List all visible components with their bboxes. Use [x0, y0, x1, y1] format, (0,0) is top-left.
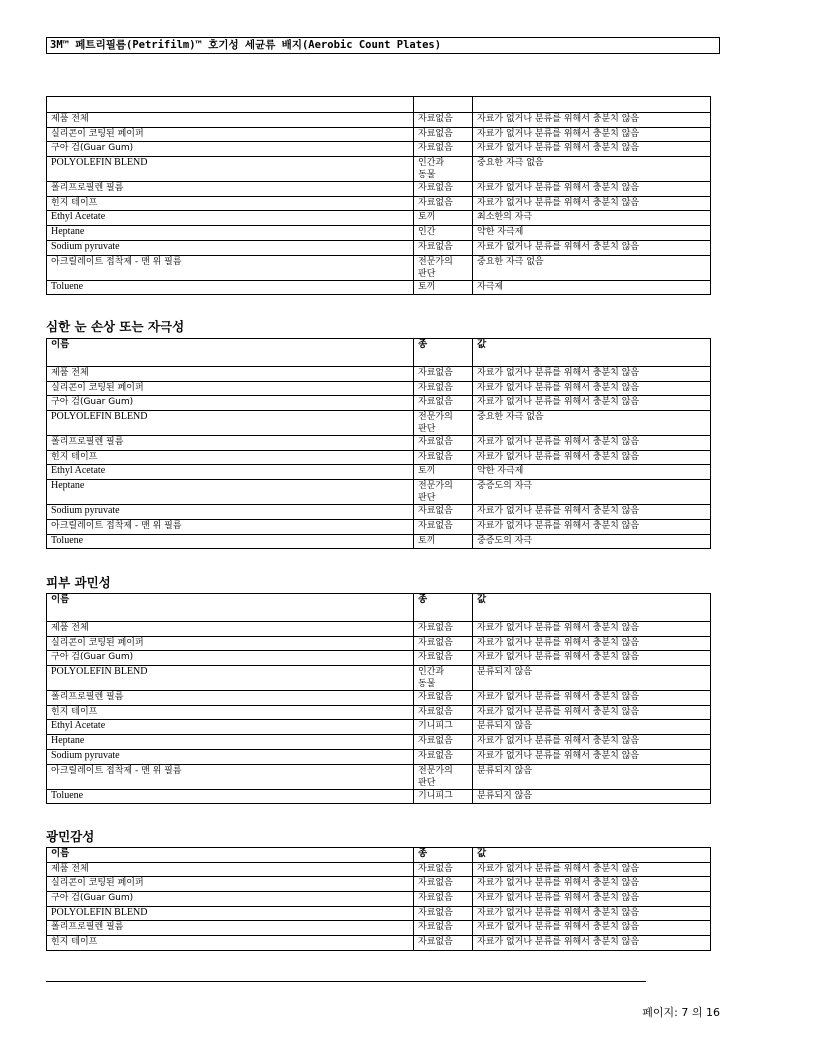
section-title: 심한 눈 손상 또는 자극성 [46, 319, 185, 334]
cell-name: POLYOLEFIN BLEND [47, 157, 414, 182]
table-row [47, 877, 711, 892]
table-row [47, 720, 711, 735]
table-row [47, 789, 711, 804]
cell-value: 자료가 없거나 분류를 위해서 충분치 않음 [473, 877, 711, 892]
table-row [47, 749, 711, 764]
table-row [47, 651, 711, 666]
cell-name: 실리콘이 코팅된 페이퍼 [47, 636, 414, 651]
cell-species-line: 인간과 [418, 158, 445, 169]
column-header-value: 값 [473, 594, 711, 622]
column-header-name [47, 97, 414, 113]
cell-species-line: 전문가의 [418, 765, 453, 776]
table-row [47, 113, 711, 128]
cell-species-line: 자료없음 [418, 907, 453, 918]
cell-name: 제품 전체 [47, 862, 414, 877]
table-row [47, 280, 711, 295]
cell-name: 힌지 테이프 [47, 196, 414, 211]
cell-name: 제품 전체 [47, 113, 414, 128]
cell-value: 자료가 없거나 분류를 위해서 충분치 않음 [473, 749, 711, 764]
cell-species [414, 622, 473, 637]
cell-species [414, 720, 473, 735]
table-header-row [47, 97, 711, 113]
cell-value: 자료가 없거나 분류를 위해서 충분치 않음 [473, 735, 711, 750]
cell-name: Heptane [47, 480, 414, 505]
cell-species [414, 666, 473, 691]
cell-name: 제품 전체 [47, 367, 414, 382]
cell-species [414, 381, 473, 396]
table-row [47, 436, 711, 451]
column-header-name: 이름 [47, 848, 414, 863]
cell-name: 폴리프로필렌 필름 [47, 921, 414, 936]
cell-species [414, 749, 473, 764]
cell-species [414, 127, 473, 142]
cell-species [414, 450, 473, 465]
cell-species [414, 735, 473, 750]
cell-species-line-2: 동물 [418, 170, 436, 181]
table-row [47, 921, 711, 936]
cell-species [414, 182, 473, 197]
cell-species-line: 토끼 [418, 535, 436, 546]
cell-species-line: 자료없음 [418, 520, 453, 531]
table-row [47, 157, 711, 182]
cell-name: Sodium pyruvate [47, 749, 414, 764]
cell-value: 자료가 없거나 분류를 위해서 충분치 않음 [473, 622, 711, 637]
data-table [46, 593, 711, 804]
table-row [47, 534, 711, 549]
cell-name: 아크릴레이트 접착제 - 맨 위 필름 [47, 519, 414, 534]
cell-value: 자료가 없거나 분류를 위해서 충분치 않음 [473, 906, 711, 921]
cell-name: Ethyl Acetate [47, 720, 414, 735]
cell-value: 자료가 없거나 분류를 위해서 충분치 않음 [473, 113, 711, 128]
cell-name: 제품 전체 [47, 622, 414, 637]
data-table [46, 847, 711, 951]
cell-species-line: 기니피그 [418, 721, 453, 732]
document-header: 3M™ 페트리필름(Petrifilm)™ 호기성 세균류 배지(Aerobic Count Plates) [46, 37, 720, 54]
table-row [47, 705, 711, 720]
cell-species-line-2: 동물 [418, 679, 436, 690]
cell-name: 힌지 테이프 [47, 450, 414, 465]
cell-name: POLYOLEFIN BLEND [47, 666, 414, 691]
table-header-row [47, 594, 711, 622]
table-row [47, 127, 711, 142]
cell-species-line: 자료없음 [418, 652, 453, 663]
cell-species [414, 465, 473, 480]
cell-species [414, 921, 473, 936]
cell-species-line: 자료없음 [418, 114, 453, 124]
table-row [47, 465, 711, 480]
cell-value: 중요한 자극 없음 [473, 157, 711, 182]
cell-name: 실리콘이 코팅된 페이퍼 [47, 381, 414, 396]
cell-value: 자료가 없거나 분류를 위해서 충분치 않음 [473, 196, 711, 211]
cell-value: 약한 자극제 [473, 226, 711, 241]
cell-value: 자료가 없거나 분류를 위해서 충분치 않음 [473, 636, 711, 651]
cell-value: 분류되지 않음 [473, 666, 711, 691]
cell-value: 자료가 없거나 분류를 위해서 충분치 않음 [473, 240, 711, 255]
table-row [47, 691, 711, 706]
cell-species [414, 906, 473, 921]
cell-species-line: 전문가의 [418, 481, 453, 492]
cell-name: 구아 검(Guar Gum) [47, 892, 414, 907]
cell-value: 자료가 없거나 분류를 위해서 충분치 않음 [473, 505, 711, 520]
cell-name: Sodium pyruvate [47, 505, 414, 520]
cell-species-line: 자료없음 [418, 692, 453, 703]
cell-species [414, 764, 473, 789]
cell-species-line: 자료없음 [418, 623, 453, 633]
table-row [47, 367, 711, 382]
cell-species-line: 자료없음 [418, 863, 453, 874]
table-row [47, 764, 711, 789]
cell-species [414, 211, 473, 226]
cell-species-line-2: 판단 [418, 493, 436, 504]
cell-value: 자료가 없거나 분류를 위해서 충분치 않음 [473, 651, 711, 666]
table-row [47, 240, 711, 255]
cell-species-line: 자료없음 [418, 128, 453, 139]
cell-species [414, 226, 473, 241]
cell-species-line: 자료없음 [418, 397, 453, 408]
cell-species-line: 자료없음 [418, 368, 453, 378]
cell-species [414, 877, 473, 892]
cell-value: 분류되지 않음 [473, 720, 711, 735]
cell-value: 자료가 없거나 분류를 위해서 충분치 않음 [473, 862, 711, 877]
table-row [47, 211, 711, 226]
column-header-value: 값 [473, 339, 711, 367]
table-row [47, 505, 711, 520]
cell-name: Ethyl Acetate [47, 465, 414, 480]
cell-value: 자료가 없거나 분류를 위해서 충분치 않음 [473, 921, 711, 936]
column-header-value: 값 [473, 848, 711, 863]
cell-species [414, 705, 473, 720]
cell-species [414, 436, 473, 451]
cell-name: Heptane [47, 226, 414, 241]
cell-species-line: 자료없음 [418, 893, 453, 904]
cell-species [414, 196, 473, 211]
cell-name: 아크릴레이트 접착제 - 맨 위 필름 [47, 255, 414, 280]
table-row [47, 636, 711, 651]
cell-value: 최소한의 자극 [473, 211, 711, 226]
cell-species-line: 전문가의 [418, 412, 453, 423]
cell-name: Sodium pyruvate [47, 240, 414, 255]
cell-species [414, 892, 473, 907]
cell-value: 자료가 없거나 분류를 위해서 충분치 않음 [473, 367, 711, 382]
table-row [47, 182, 711, 197]
cell-value: 중증도의 자극 [473, 534, 711, 549]
column-header-species: 종 [414, 594, 473, 622]
cell-name: POLYOLEFIN BLEND [47, 411, 414, 436]
cell-name: POLYOLEFIN BLEND [47, 906, 414, 921]
cell-name: 실리콘이 코팅된 페이퍼 [47, 877, 414, 892]
cell-species [414, 691, 473, 706]
cell-name: Toluene [47, 789, 414, 804]
cell-value: 자료가 없거나 분류를 위해서 충분치 않음 [473, 182, 711, 197]
cell-value: 자료가 없거나 분류를 위해서 충분치 않음 [473, 142, 711, 157]
cell-name: 구아 검(Guar Gum) [47, 396, 414, 411]
cell-species-line: 자료없음 [418, 750, 453, 761]
cell-species [414, 255, 473, 280]
cell-species-line: 토끼 [418, 466, 436, 477]
section-title: 광민감성 [46, 829, 95, 844]
cell-value: 자극제 [473, 280, 711, 295]
cell-species-line: 자료없음 [418, 437, 453, 448]
cell-name: Ethyl Acetate [47, 211, 414, 226]
table-row [47, 381, 711, 396]
cell-species-line: 자료없음 [418, 143, 453, 154]
cell-species-line: 자료없음 [418, 878, 453, 889]
table-header-row [47, 848, 711, 863]
cell-species [414, 519, 473, 534]
cell-species-line: 토끼 [418, 281, 436, 292]
data-table [46, 338, 711, 549]
cell-species [414, 505, 473, 520]
cell-value: 분류되지 않음 [473, 764, 711, 789]
cell-species-line-2: 판단 [418, 268, 436, 279]
cell-value: 분류되지 않음 [473, 789, 711, 804]
cell-species-line: 자료없음 [418, 736, 453, 747]
cell-name: 폴리프로필렌 필름 [47, 436, 414, 451]
cell-name: 폴리프로필렌 필름 [47, 182, 414, 197]
cell-value: 자료가 없거나 분류를 위해서 충분치 않음 [473, 705, 711, 720]
table-row [47, 666, 711, 691]
cell-value: 자료가 없거나 분류를 위해서 충분치 않음 [473, 450, 711, 465]
cell-species-line: 자료없음 [418, 382, 453, 393]
cell-species [414, 651, 473, 666]
column-header-name: 이름 [47, 594, 414, 622]
cell-species-line: 자료없음 [418, 451, 453, 462]
cell-species [414, 396, 473, 411]
column-header-name: 이름 [47, 339, 414, 367]
cell-value: 자료가 없거나 분류를 위해서 충분치 않음 [473, 691, 711, 706]
cell-name: Toluene [47, 280, 414, 295]
table-row [47, 622, 711, 637]
column-header-species: 종 [414, 339, 473, 367]
cell-species-line: 자료없음 [418, 922, 453, 933]
cell-species-line: 인간 [418, 227, 436, 238]
cell-value: 자료가 없거나 분류를 위해서 충분치 않음 [473, 936, 711, 951]
table-row [47, 519, 711, 534]
cell-species [414, 157, 473, 182]
cell-value: 자료가 없거나 분류를 위해서 충분치 않음 [473, 436, 711, 451]
column-header-species [414, 97, 473, 113]
table-row [47, 411, 711, 436]
cell-species-line-2: 판단 [418, 424, 436, 435]
cell-species-line: 기니피그 [418, 790, 453, 801]
cell-species [414, 862, 473, 877]
cell-species-line: 자료없음 [418, 241, 453, 252]
cell-species-line: 자료없음 [418, 506, 453, 517]
table-row [47, 396, 711, 411]
table-row [47, 450, 711, 465]
cell-species [414, 240, 473, 255]
cell-species-line: 자료없음 [418, 937, 453, 948]
column-header-value [473, 97, 711, 113]
cell-species-line: 자료없음 [418, 637, 453, 648]
cell-name: 아크릴레이트 접착제 - 맨 위 필름 [47, 764, 414, 789]
cell-species [414, 789, 473, 804]
cell-species [414, 936, 473, 951]
cell-name: 힌지 테이프 [47, 705, 414, 720]
cell-value: 자료가 없거나 분류를 위해서 충분치 않음 [473, 396, 711, 411]
cell-value: 자료가 없거나 분류를 위해서 충분치 않음 [473, 381, 711, 396]
cell-name: Toluene [47, 534, 414, 549]
cell-value: 자료가 없거나 분류를 위해서 충분치 않음 [473, 127, 711, 142]
cell-species-line-2: 판단 [418, 777, 436, 788]
cell-species [414, 280, 473, 295]
cell-species [414, 636, 473, 651]
cell-name: 폴리프로필렌 필름 [47, 691, 414, 706]
cell-name: 실리콘이 코팅된 페이퍼 [47, 127, 414, 142]
cell-value: 중요한 자극 없음 [473, 411, 711, 436]
cell-name: Heptane [47, 735, 414, 750]
cell-value: 자료가 없거나 분류를 위해서 충분치 않음 [473, 892, 711, 907]
cell-value: 약한 자극제 [473, 465, 711, 480]
table-row [47, 936, 711, 951]
section-title: 피부 과민성 [46, 575, 111, 590]
column-header-species: 종 [414, 848, 473, 863]
table-header-row [47, 339, 711, 367]
cell-species [414, 113, 473, 128]
cell-value: 자료가 없거나 분류를 위해서 충분치 않음 [473, 519, 711, 534]
cell-species-line: 인간과 [418, 667, 445, 678]
table-row [47, 255, 711, 280]
table-row [47, 735, 711, 750]
cell-species-line: 자료없음 [418, 706, 453, 717]
cell-value: 중증도의 자극 [473, 480, 711, 505]
cell-name: 구아 검(Guar Gum) [47, 142, 414, 157]
cell-species-line: 자료없음 [418, 183, 453, 194]
table-row [47, 862, 711, 877]
table-row [47, 226, 711, 241]
table-row [47, 480, 711, 505]
cell-species-line: 자료없음 [418, 197, 453, 208]
data-table [46, 96, 711, 295]
cell-species-line: 전문가의 [418, 256, 453, 267]
page-number: 페이지: 7 의 16 [642, 1006, 720, 1019]
cell-name: 구아 검(Guar Gum) [47, 651, 414, 666]
table-row [47, 906, 711, 921]
cell-name: 힌지 테이프 [47, 936, 414, 951]
cell-species [414, 480, 473, 505]
cell-value: 중요한 자극 없음 [473, 255, 711, 280]
cell-species [414, 411, 473, 436]
table-row [47, 142, 711, 157]
cell-species [414, 367, 473, 382]
cell-species [414, 142, 473, 157]
cell-species-line: 토끼 [418, 212, 436, 223]
cell-species [414, 534, 473, 549]
footer-divider [46, 981, 646, 982]
table-row [47, 892, 711, 907]
table-row [47, 196, 711, 211]
